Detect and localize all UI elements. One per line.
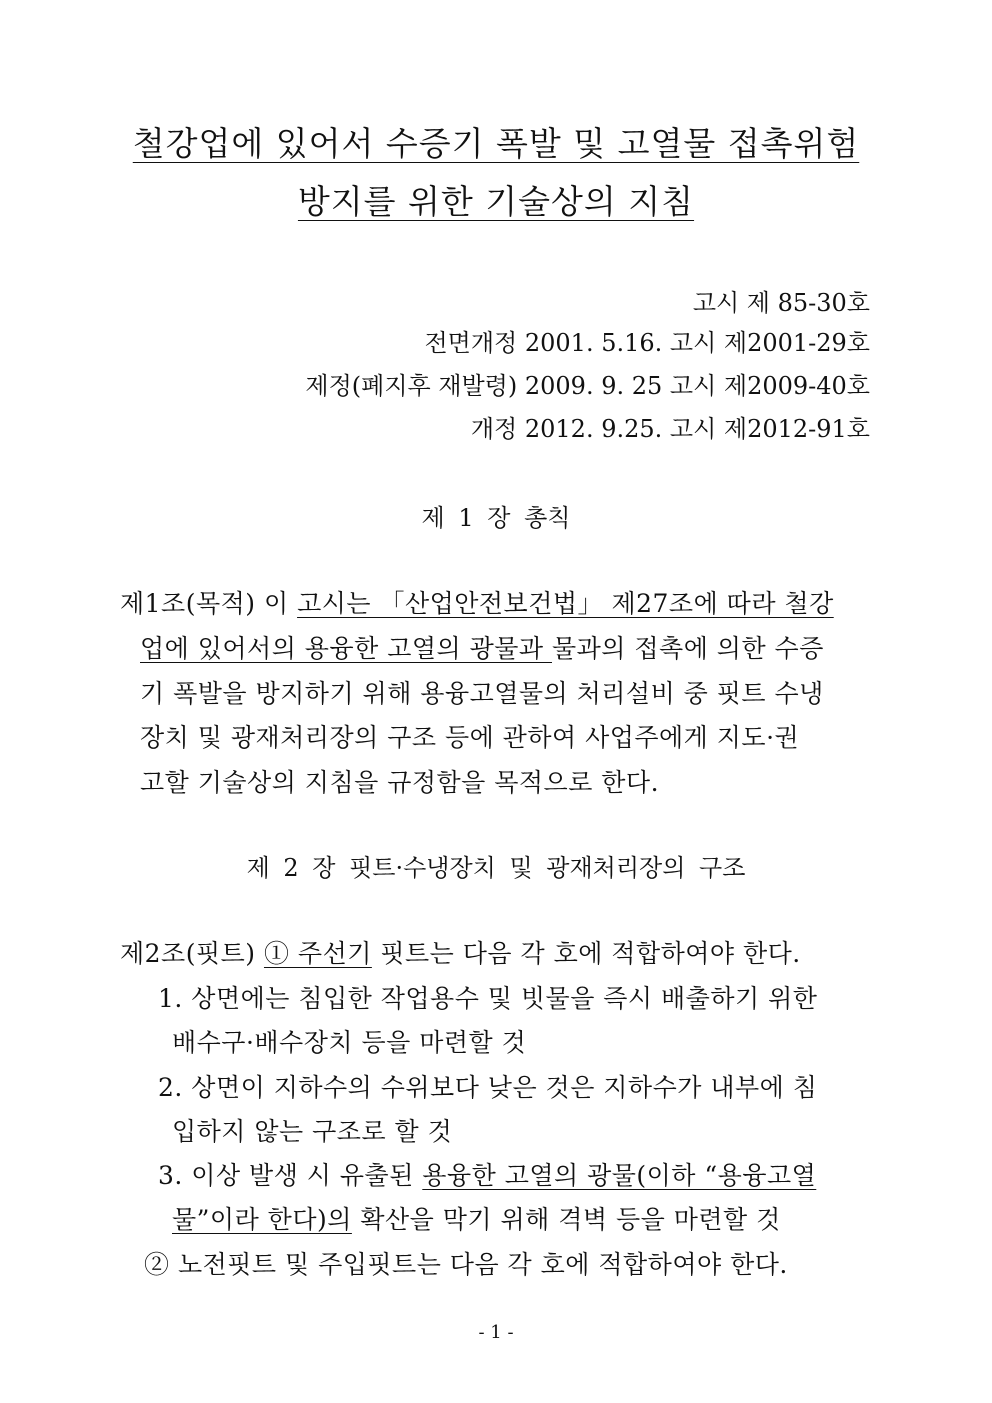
article-2-rest: 핏트는 다음 각 호에 적합하여야 한다.	[371, 939, 801, 968]
article-2-line-1	[120, 934, 801, 970]
article-1-line-4: 장치 및 광재처리장의 구조 등에 관하여 사업주에게 지도·권	[140, 723, 800, 752]
article-2-underlined-text: ① 주선기	[263, 939, 372, 968]
article-1-line-1	[120, 584, 834, 620]
revision-notice-4: 개정 2012. 9.25. 고시 제2012-91호	[470, 415, 870, 443]
article-1-lead: 제1조(목적) 이	[120, 589, 298, 618]
article-2-item-3-underlined: 용융한 고열의 광물(이하 “용융고열	[422, 1161, 817, 1190]
document-title-line-1: 철강업에 있어서 수증기 폭발 및 고열물 접촉위험	[132, 124, 860, 163]
revision-notice-2: 전면개정 2001. 5.16. 고시 제2001-29호	[424, 329, 870, 357]
article-2-paragraph-2: ② 노전핏트 및 주입핏트는 다음 각 호에 적합하여야 한다.	[144, 1250, 788, 1279]
article-1-underlined-text: 고시는 「산업안전보건법」 제27조에 따라 철강	[297, 589, 834, 618]
article-2-item-3-plain: 3. 이상 발생 시 유출된	[158, 1161, 423, 1190]
article-1-line-2-rest: 물과의 접촉에 의한 수증	[552, 634, 824, 663]
article-2-item-3-underlined-2: 물”이라 한다)의	[172, 1205, 352, 1234]
document-title-line-2: 방지를 위한 기술상의 지침	[297, 182, 695, 221]
revision-notice-3: 제정(폐지후 재발령) 2009. 9. 25 고시 제2009-40호	[305, 372, 870, 400]
chapter-2-heading: 제 2 장 핏트·수냉장치 및 광재처리장의 구조	[246, 854, 746, 882]
article-2-item-3-line-1	[158, 1156, 816, 1192]
chapter-1-heading: 제 1 장 총칙	[421, 504, 571, 532]
article-2-item-2-line-2: 입하지 않는 구조로 할 것	[172, 1117, 453, 1146]
revision-notice-1: 고시 제 85-30호	[692, 289, 870, 317]
article-2-item-3-rest: 확산을 막기 위해 격벽 등을 마련할 것	[351, 1205, 781, 1234]
article-2-item-2-line-1: 2. 상면이 지하수의 수위보다 낮은 것은 지하수가 내부에 침	[158, 1073, 818, 1102]
article-1-line-3: 기 폭발을 방지하기 위해 용융고열물의 처리설비 중 핏트 수냉	[140, 679, 824, 708]
article-2-lead: 제2조(핏트)	[120, 939, 264, 968]
article-2-item-3-line-2	[172, 1200, 781, 1236]
article-2-item-1-line-2: 배수구·배수장치 등을 마련할 것	[172, 1028, 527, 1057]
article-1-line-2	[140, 629, 824, 665]
article-1-line-5: 고할 기술상의 지침을 규정함을 목적으로 한다.	[140, 768, 660, 797]
page-number: - 1 -	[478, 1322, 514, 1343]
article-2-item-1-line-1: 1. 상면에는 침입한 작업용수 및 빗물을 즉시 배출하기 위한	[158, 984, 818, 1013]
article-1-underlined-text-2: 업에 있어서의 용융한 고열의 광물과	[140, 634, 552, 663]
